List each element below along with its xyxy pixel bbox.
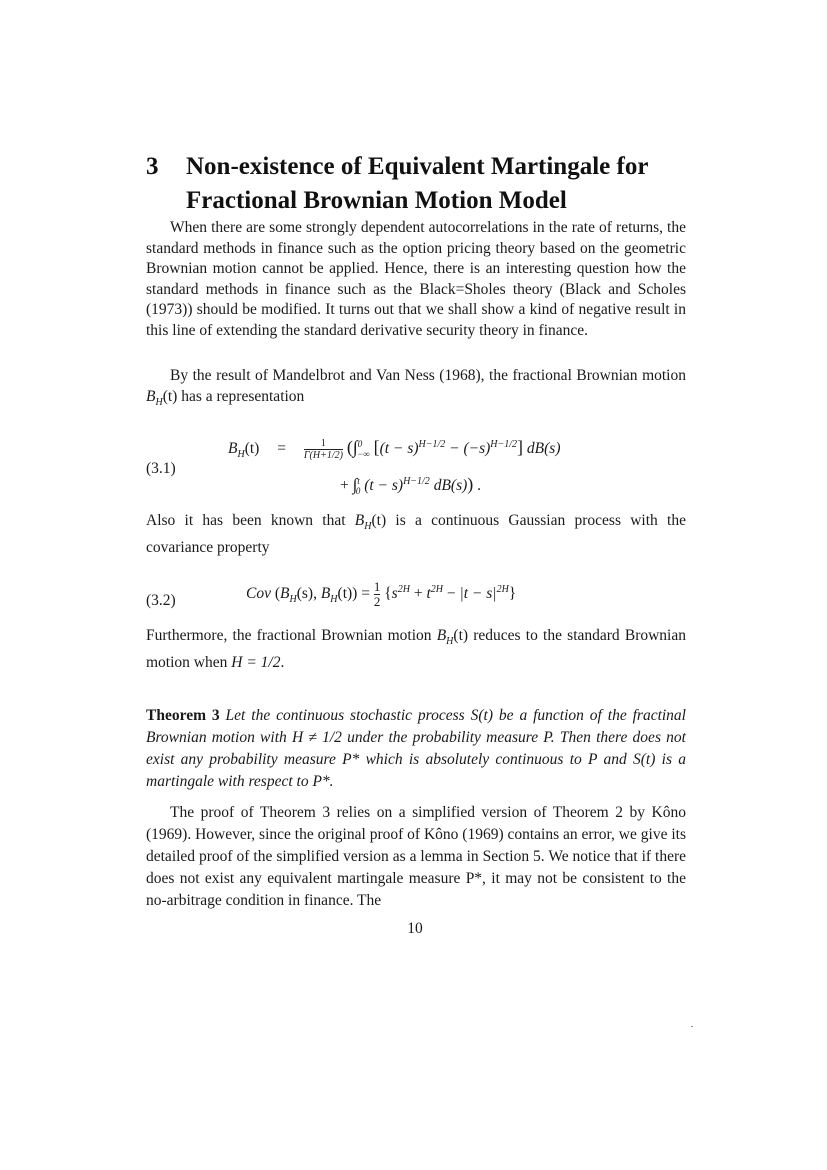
section-title: Non-existence of Equivalent Martingale for Fractional Brownian Motion Model — [186, 153, 648, 214]
equation-3-1-line1: $B_H(t)$ = $\frac{1}{\Gamma(H+1/2)}$ (∫$^0_{-\infty}$ $[(t - s)^{H-1/2} - (-s)^{H-1/2}]$ dB(s) — [228, 437, 561, 461]
paragraph-gaussian: Also it has been known that $B_H(t)$ is a continuous Gaussian process with the covariance property — [146, 512, 686, 556]
bh-symbol: $B_H(t)$ — [436, 627, 469, 648]
paragraph-proof-note: The proof of Theorem 3 relies on a simplified version of Theorem 2 by Kôno (1969). However, since the original proof of Kôno (1969) contains an error, we give its detailed proof of the simplified version as a lemma in Section 5. We notice that if there does not exist any equivalent martingale measure P*, it may not be consistent to the no-arbitrage condition in finance. The — [146, 804, 686, 909]
page-number: 10 — [407, 920, 423, 937]
equation-3-2: Cov ($B_H(s)$, $B_H(t)$) = $\frac{1}{2}$ $\{s^{2H} + t^{2H} - |t - s|^{2H}\}$ — [246, 579, 517, 609]
theorem-3 — [146, 705, 686, 793]
equation-label-3-2: (3.2) — [146, 592, 176, 609]
equation-label-3-1: (3.1) — [146, 460, 176, 477]
paragraph-intro: When there are some strongly dependent autocorrelations in the rate of returns, the standard methods in finance such as the option pricing theory based on the geometric Brownian motion cannot be applied. Hence, there is an interesting question how the standard methods in finance such as the Black=Sholes theory (Black and Scholes (1973)) should be modified. It turns out that we shall show a kind of negative result in this line of extending the standard derivative security theory in finance. — [146, 219, 686, 339]
equation-3-1-line2: + ∫$^t_0$ $(t - s)^{H-1/2}$ dB(s)) . — [340, 474, 482, 497]
paragraph-representation: By the result of Mandelbrot and Van Ness (1968), the fractional Brownian motion $B_H(t)$ has a representation — [146, 367, 686, 408]
bh-symbol: $B_H(t)$ — [354, 512, 387, 533]
section-number: 3 — [146, 153, 159, 180]
theorem-statement: Let the continuous stochastic process S(t) be a function of the fractinal Brownian motion with H ≠ 1/2 under the probability measure P. Then there does not exist any probability measure P* which is absolutely continuous to P and S(t) is a martingale with respect to P*. — [146, 707, 686, 790]
hurst-condition: H = 1/2 — [231, 653, 281, 671]
paragraph-reduction: Furthermore, the fractional Brownian motion $B_H(t)$ reduces to the standard Brownian motion when H = 1/2. — [146, 627, 686, 671]
theorem-label: Theorem 3 — [146, 707, 220, 724]
scan-speck — [691, 1026, 693, 1027]
bh-symbol: $B_H(t)$ — [146, 387, 178, 408]
